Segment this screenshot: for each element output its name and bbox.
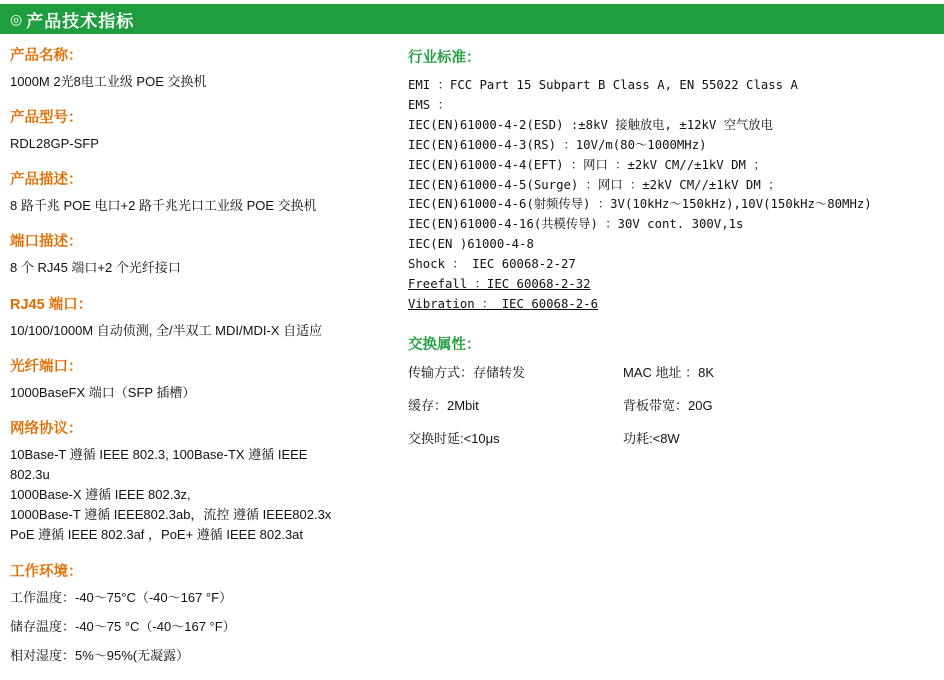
attr-cell: 缓存：2Mbit	[408, 397, 479, 413]
spec-value: 1000M 2光8电工业级 POE 交换机	[10, 74, 207, 89]
spec-value: 1000BaseFX 端口（SFP 插槽）	[10, 384, 196, 400]
circle-bullet-icon: ◎	[10, 11, 23, 27]
spec-label: 行业标准：	[408, 50, 481, 66]
spec-label: 端口描述：	[10, 234, 83, 251]
attr-cell: 背板带宽：20G	[623, 397, 713, 413]
spec-block-product-description	[10, 168, 400, 216]
left-column	[10, 44, 400, 680]
spec-block-product-model	[10, 106, 400, 154]
spec-block-fiber-port	[10, 355, 400, 403]
switching-attributes-grid	[408, 362, 938, 447]
spec-label: 工作环境：	[10, 563, 83, 580]
spec-value: 工作温度：-40～75°C（-40～167 °F） 储存温度：-40～75 °C（-40～167 °F） 相对湿度：5%～95%(无凝露）	[10, 589, 236, 663]
spec-block-port-description	[10, 230, 400, 278]
spec-block-rj45-port	[10, 293, 400, 341]
attr-cell: 交换时延:<10μs	[408, 430, 500, 446]
spec-label: 网络协议：	[10, 420, 83, 437]
spec-value: 10/100/1000M 自动侦测, 全/半双工 MDI/MDI-X 自适应	[10, 322, 323, 338]
attr-cell: MAC 地址 ：8K	[623, 364, 715, 380]
spec-label: 产品名称：	[10, 48, 83, 64]
spec-label: 产品描述：	[10, 172, 83, 189]
spec-label: 交换属性：	[408, 336, 481, 353]
spec-label: RJ45 端口：	[10, 296, 93, 313]
spec-block-operating-environment	[10, 560, 400, 666]
spec-label: 产品型号：	[10, 110, 83, 127]
spec-value: 8 个 RJ45 端口+2 个光纤接口	[10, 260, 181, 276]
spec-block-network-protocol	[10, 417, 400, 546]
spec-block-product-name	[10, 44, 400, 92]
spec-value: 8 路千兆 POE 电口+2 路千兆光口工业级 POE 交换机	[10, 198, 317, 214]
spec-block-switching-attributes	[408, 333, 938, 447]
spec-label: 光纤端口：	[10, 358, 83, 375]
spec-block-industry-standard	[408, 46, 938, 315]
spec-value: RDL28GP-SFP	[10, 136, 99, 152]
right-column	[408, 44, 938, 447]
page-title: 产品技术指标	[26, 11, 135, 31]
industry-standard-list: EMI ：FCC Part 15 Subpart B Class A, EN 55022 Class A EMS ： IEC(EN)61000-4-2(ESD) :±8kV 接触放电, ±12kV 空气放电 IEC(EN)61000-4-3(RS) ：10V/m(80～1000MHz) IEC(EN)61000-4-4(EFT) ：网口 ：±2kV CM//±1kV DM ； IEC(EN)61000-4-5(Surge) ：网口 ：±2kV CM//±1kV DM ； IEC(EN)61000-4-6(射频传导) ：3V(10kHz～150kHz),10V(150kHz～80MHz) IEC(EN)61000-4-16(共模传导) ：30V cont. 300V,1s IEC(EN )61000-4-8 Shock ： IEC 60068-2-27 Freefall ：IEC 60068-2-32 Vibration ： IEC 60068-2-6	[408, 78, 872, 311]
attr-cell: 功耗:<8W	[623, 430, 680, 446]
attr-cell: 传输方式：存储转发	[408, 364, 526, 380]
spec-value: 10Base-T 遵循 IEEE 802.3, 100Base-TX 遵循 IEEE 802.3u 1000Base-X 遵循 IEEE 802.3z, 1000Base-T 遵循 IEEE802.3ab，流控 遵循 IEEE802.3x PoE 遵循 IEEE 802.3af ，PoE+ 遵循 IEEE 802.3at	[10, 446, 332, 543]
section-header-bar	[0, 4, 944, 34]
